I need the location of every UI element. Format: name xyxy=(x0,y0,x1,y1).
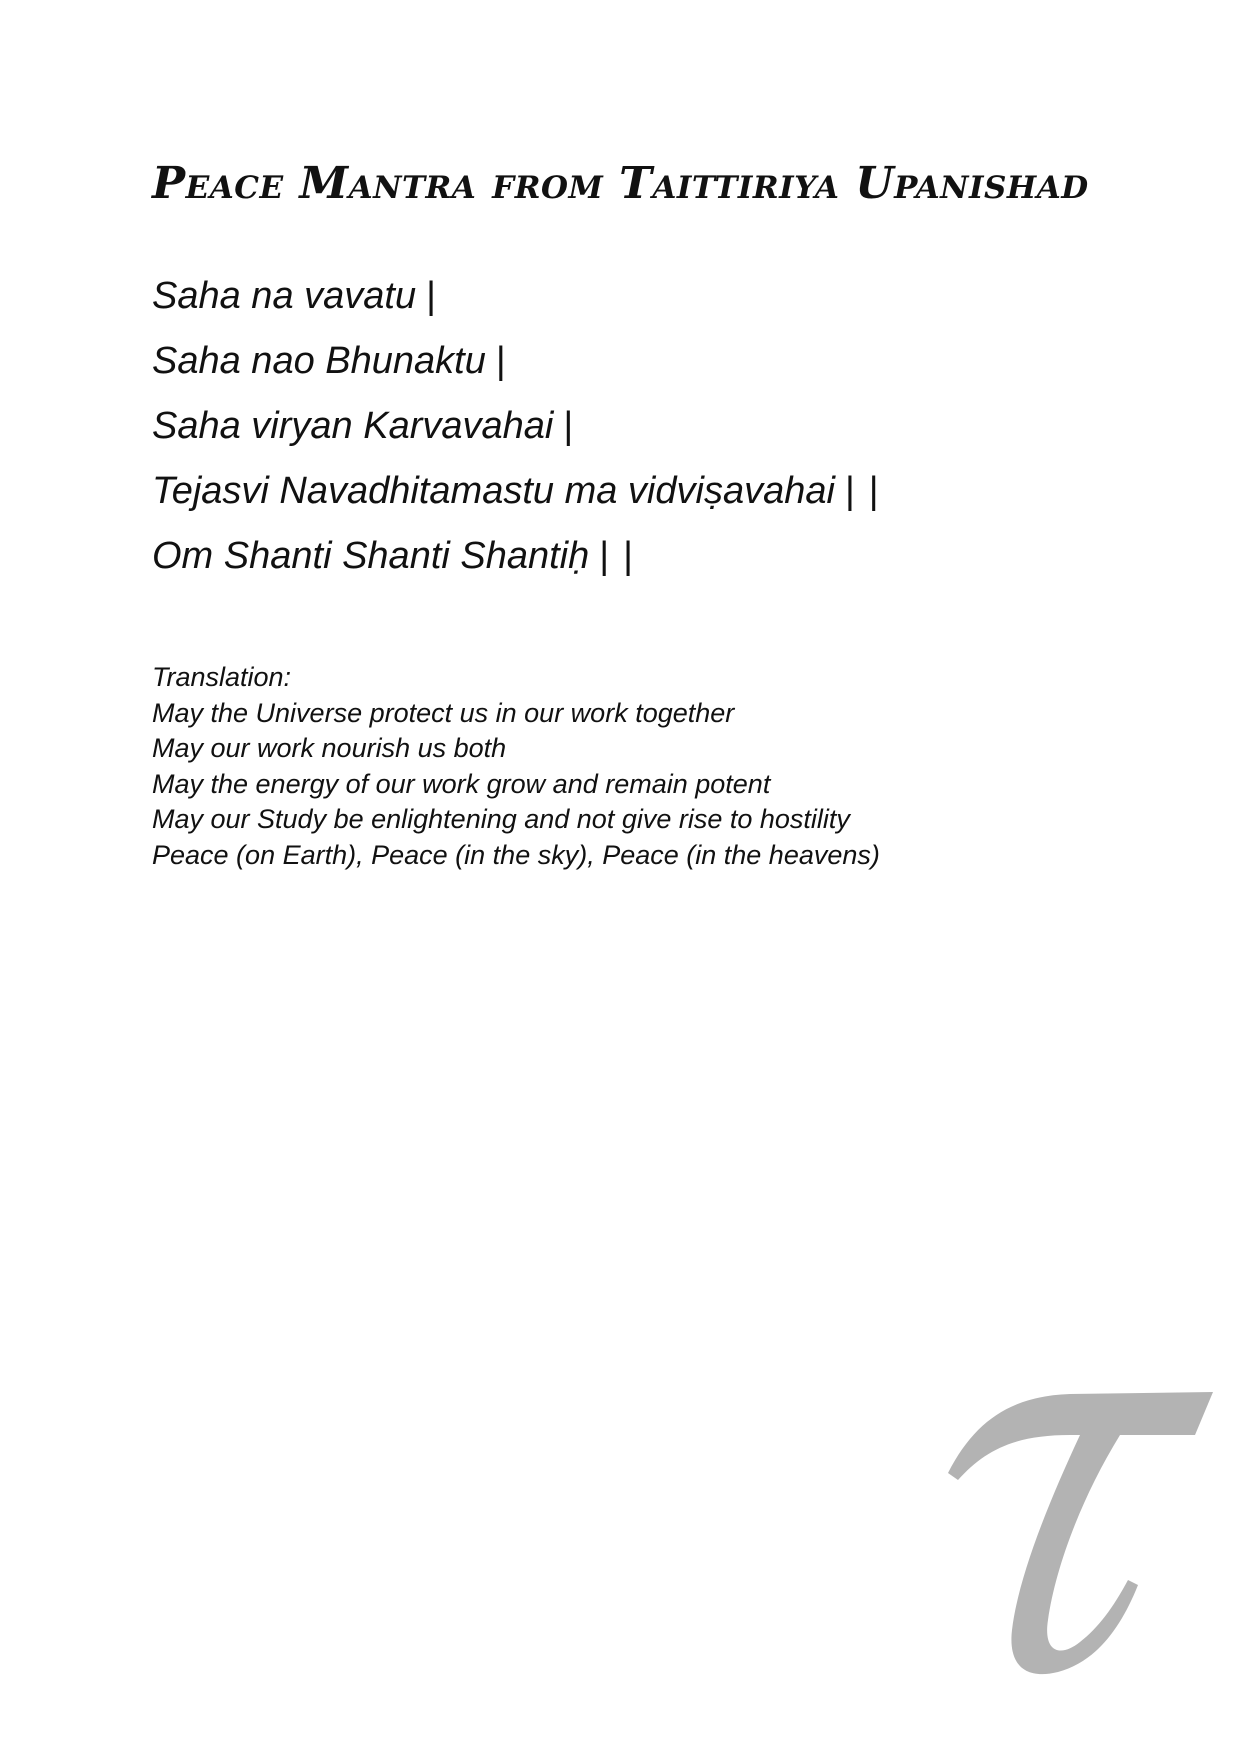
mantra-line-text: Saha viryan Karvavahai xyxy=(152,405,554,447)
mantra-line xyxy=(152,459,893,524)
mantra-line xyxy=(152,394,893,459)
translation-line: May the energy of our work grow and remain potent xyxy=(152,768,771,799)
mantra-verse xyxy=(152,264,893,589)
mantra-line-text: Om Shanti Shanti Shantiḥ xyxy=(152,535,590,577)
translation-block xyxy=(152,660,880,873)
mantra-line xyxy=(152,524,893,589)
mantra-line-text: Tejasvi Navadhitamastu ma vidviṣavahai xyxy=(152,470,835,512)
translation-line: Peace (on Earth), Peace (in the sky), Peace (in the heavens) xyxy=(152,839,880,870)
danda-mark: || xyxy=(844,470,893,512)
mantra-line xyxy=(152,329,893,394)
mantra-line xyxy=(152,264,893,329)
page-title: Peace Mantra from Taittiriya Upanishad xyxy=(152,158,1089,209)
translation-line: May our work nourish us both xyxy=(152,733,507,763)
mantra-line-text: Saha na vavatu xyxy=(152,275,417,317)
danda-mark: | xyxy=(563,405,588,447)
danda-mark: | xyxy=(426,275,450,317)
danda-mark: || xyxy=(599,535,648,577)
mantra-line-text: Saha nao Bhunaktu xyxy=(152,340,486,382)
translation-heading: Translation: xyxy=(152,662,292,692)
translation-line: May the Universe protect us in our work together xyxy=(152,697,735,728)
tau-logo-icon xyxy=(930,1380,1220,1680)
danda-mark: | xyxy=(495,340,520,382)
translation-line: May our Study be enlightening and not give rise to hostility xyxy=(152,804,850,834)
